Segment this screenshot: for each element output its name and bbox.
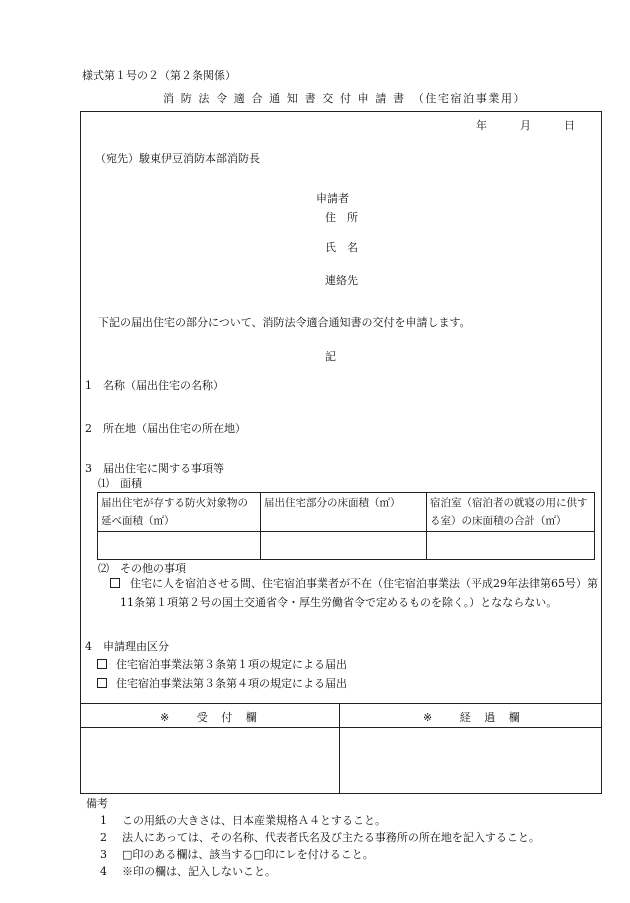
day-label: 日 bbox=[564, 119, 575, 132]
divider-line bbox=[80, 703, 602, 704]
month-label: 月 bbox=[520, 119, 531, 132]
receipt-column-body bbox=[81, 728, 339, 793]
receipt-label-char: 付 bbox=[221, 711, 234, 724]
year-label: 年 bbox=[476, 119, 487, 132]
receipt-label-char: 受 bbox=[196, 711, 209, 724]
guest-room-area-header: 宿泊室（宿泊者の就寝の用に供する室）の床面積の合計（㎡） bbox=[427, 493, 595, 532]
name-label: 氏 名 bbox=[325, 241, 358, 254]
remark-number: 3 bbox=[100, 848, 107, 861]
progress-column-body bbox=[340, 728, 601, 793]
contact-label: 連絡先 bbox=[325, 274, 358, 287]
form-id: 様式第１号の２（第２条関係） bbox=[82, 69, 236, 82]
remark-note bbox=[100, 866, 276, 877]
remark-text: 法人にあっては、その名称、代表者氏名及び主たる事務所の所在地を記入すること。 bbox=[122, 831, 540, 844]
reason-option-2[interactable] bbox=[97, 678, 347, 689]
receipt-mark: ※ bbox=[160, 711, 171, 724]
other-subheading: ⑵ その他の事項 bbox=[98, 562, 186, 575]
reason-checkbox-1[interactable] bbox=[97, 659, 107, 669]
total-floor-area-input[interactable] bbox=[98, 532, 261, 560]
progress-label-char: 過 bbox=[484, 711, 497, 724]
remark-text: □印のある欄は、該当する□印にレを付けること。 bbox=[122, 848, 374, 861]
item-name: 1 名称（届出住宅の名称） bbox=[85, 379, 224, 392]
house-floor-area-input[interactable] bbox=[261, 532, 427, 560]
item-location: 2 所在地（届出住宅の所在地） bbox=[85, 422, 246, 435]
receipt-column-header bbox=[160, 712, 266, 723]
house-floor-area-header: 届出住宅部分の床面積（㎡） bbox=[261, 493, 427, 532]
addressee: （宛先）駿東伊豆消防本部消防長 bbox=[95, 152, 260, 165]
area-subheading: ⑴ 面積 bbox=[98, 477, 142, 490]
absence-checkbox-text: 住宅に人を宿泊させる間、住宅宿泊事業者が不在（住宅宿泊事業法（平成29年法律第65号）第11条第１項第２号の国土交通省令・厚生労働省令で定めるものを除く。）となならない。 bbox=[120, 577, 598, 609]
remark-number: 4 bbox=[100, 865, 107, 878]
ki-heading: 記 bbox=[325, 350, 336, 363]
remark-text: ※印の欄は、記入しないこと。 bbox=[122, 865, 276, 878]
guest-room-area-input[interactable] bbox=[427, 532, 595, 560]
applicant-heading: 申請者 bbox=[316, 192, 349, 205]
progress-label-char: 経 bbox=[459, 711, 472, 724]
progress-mark: ※ bbox=[423, 711, 434, 724]
item-house-details: 3 届出住宅に関する事項等 bbox=[85, 462, 224, 475]
remark-text: この用紙の大きさは、日本産業規格Ａ４とすること。 bbox=[122, 814, 386, 827]
remark-note bbox=[100, 849, 374, 860]
area-table-value-row bbox=[98, 532, 595, 560]
total-floor-area-header: 届出住宅が存する防火対象物の延べ面積（㎡） bbox=[98, 493, 261, 532]
area-table bbox=[97, 492, 595, 560]
address-label: 住 所 bbox=[325, 211, 358, 224]
date-row bbox=[476, 120, 575, 131]
remarks-title: 備考 bbox=[86, 797, 108, 810]
reason-option-1-label: 住宅宿泊事業法第３条第１項の規定による届出 bbox=[116, 658, 347, 671]
intro-text: 下記の届出住宅の部分について、消防法令適合通知書の交付を申請します。 bbox=[98, 316, 471, 329]
area-table-header-row bbox=[98, 493, 595, 532]
reason-option-1[interactable] bbox=[97, 659, 347, 670]
progress-column-header bbox=[423, 712, 529, 723]
remark-note bbox=[100, 832, 540, 843]
remark-number: 1 bbox=[100, 814, 107, 827]
reason-option-2-label: 住宅宿泊事業法第３条第４項の規定による届出 bbox=[116, 677, 347, 690]
item-reason: 4 申請理由区分 bbox=[85, 640, 169, 653]
receipt-label-char: 欄 bbox=[245, 711, 258, 724]
form-title: 消 防 法 令 適 合 通 知 書 交 付 申 請 書 （住宅宿泊事業用） bbox=[163, 92, 527, 105]
remark-note bbox=[100, 815, 386, 826]
progress-label-char: 欄 bbox=[508, 711, 521, 724]
reason-checkbox-2[interactable] bbox=[97, 678, 107, 688]
remark-number: 2 bbox=[100, 831, 107, 844]
